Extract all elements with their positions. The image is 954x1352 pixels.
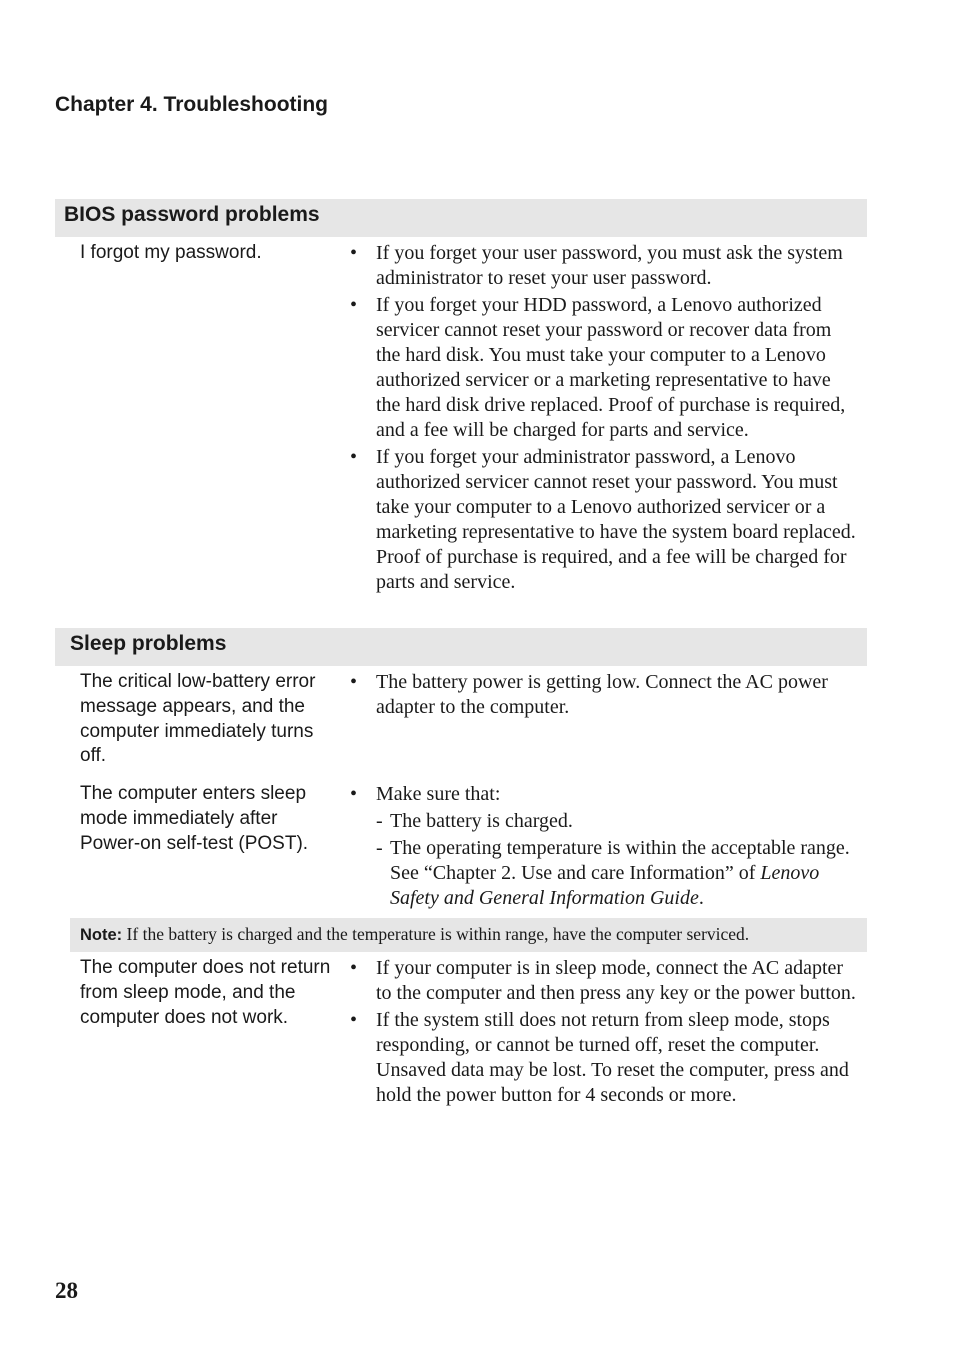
section-header-bios: BIOS password problems (55, 199, 867, 237)
answer-no-resume (350, 956, 860, 1110)
bullet-icon: • (350, 671, 358, 693)
answer-forgot-password (350, 241, 860, 597)
problem-no-resume: The computer does not return from sleep mode, and the computer does not work. (80, 957, 331, 1028)
bullet-icon: • (350, 957, 358, 979)
dash-icon: - (376, 810, 383, 832)
bullet-item: • Make sure that: (350, 783, 501, 805)
sub-item: - The battery is charged. (376, 810, 573, 832)
problem-forgot-password: I forgot my password. (80, 242, 262, 263)
page-number: 28 (55, 1278, 78, 1303)
section-header-sleep: Sleep problems (55, 628, 867, 666)
dash-icon: - (376, 837, 383, 859)
bullet-icon: • (350, 242, 358, 264)
note-text: If the battery is charged and the temperature is within range, have the computer serviced. (126, 924, 750, 944)
problem-sleep-after-post: The computer enters sleep mode immediately after Power-on self-test (POST). (80, 783, 309, 854)
bullet-item: • If the system still does not return from sleep mode, stops responding, or cannot be turned off, reset the computer. Unsaved data may be lost. To reset the computer, press and hold the power button for 4 seconds or more. (350, 1009, 849, 1106)
answer-sleep-after-post (350, 782, 860, 911)
sub-item: - The operating temperature is within the acceptable range. See “Chapter 2. Use and care Information” of Lenovo Safety and General Information Guide. (376, 837, 850, 909)
bullet-item: • If you forget your HDD password, a Lenovo authorized servicer cannot reset your password or recover data from the hard disk. You must take your computer to a Lenovo authorized servicer or a marketing representative to have the hard disk drive replaced. Proof of purchase is required, and a fee will be charged for parts and service. (350, 294, 846, 441)
bullet-icon: • (350, 446, 358, 468)
bullet-item: • The battery power is getting low. Connect the AC power adapter to the computer. (350, 671, 828, 718)
note-box (70, 918, 867, 952)
guide-title: Lenovo Safety and General Information Guide (390, 862, 820, 909)
chapter-title: Chapter 4. Troubleshooting (55, 93, 329, 116)
answer-low-battery (350, 670, 860, 722)
problem-low-battery: The critical low-battery error message appears, and the computer immediately turns off. (80, 671, 316, 767)
note-label: Note: (80, 926, 123, 944)
bullet-icon: • (350, 1009, 358, 1031)
bullet-item: • If you forget your administrator password, a Lenovo authorized servicer cannot reset your password. You must take your computer to a Lenovo authorized servicer or a marketing representative to have the system board replaced. Proof of purchase is required, and a fee will be charged for parts and service. (350, 446, 856, 593)
bullet-icon: • (350, 783, 358, 805)
bullet-item: • If you forget your user password, you must ask the system administrator to reset your user password. (350, 242, 843, 289)
bullet-icon: • (350, 294, 358, 316)
bullet-item: • If your computer is in sleep mode, connect the AC adapter to the computer and then press any key or the power button. (350, 957, 856, 1004)
